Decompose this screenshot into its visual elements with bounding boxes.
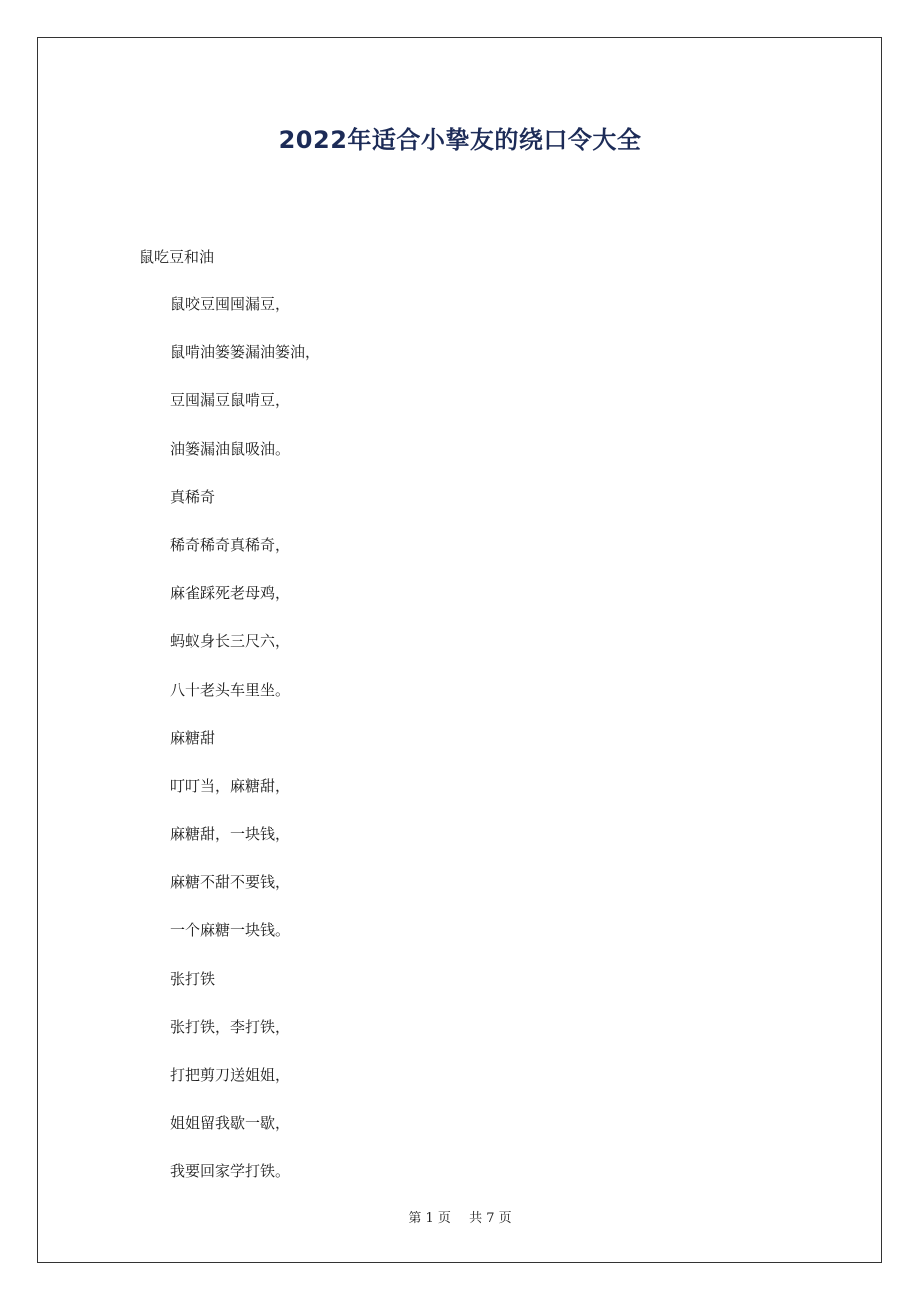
text-line: 姐姐留我歇一歇，	[170, 1114, 291, 1133]
text-line: 打把剪刀送姐姐，	[170, 1066, 291, 1084]
section-heading: 真稀奇	[170, 487, 216, 506]
section-heading: 鼠吃豆和油	[139, 248, 215, 266]
page-frame	[37, 37, 882, 1263]
text-line: 豆囤漏豆鼠啃豆，	[170, 391, 291, 410]
text-line: 八十老头车里坐。	[170, 680, 291, 699]
text-line: 鼠咬豆囤囤漏豆，	[170, 295, 291, 313]
page-total: 共 7 页	[469, 1211, 512, 1226]
text-line: 蚂蚁身长三尺六，	[170, 632, 291, 651]
text-line: 我要回家学打铁。	[170, 1162, 291, 1181]
text-line: 稀奇稀奇真稀奇，	[170, 535, 291, 554]
text-line: 麻雀踩死老母鸡，	[170, 584, 291, 603]
page-number: 第 1 页	[408, 1211, 451, 1226]
text-line: 油篓漏油鼠吸油。	[170, 439, 291, 458]
tongue-twister-list	[170, 294, 320, 1210]
text-line: 叮叮当，麻糖甜，	[170, 776, 291, 795]
text-line: 鼠啃油篓篓漏油篓油，	[170, 343, 321, 362]
text-line: 麻糖甜，一块钱，	[170, 825, 291, 844]
section-heading: 麻糖甜	[170, 728, 216, 747]
text-line: 麻糖不甜不要钱，	[170, 873, 291, 892]
page-footer	[0, 1207, 920, 1226]
text-line: 一个麻糖一块钱。	[170, 921, 291, 940]
text-line: 张打铁，李打铁，	[170, 1017, 291, 1036]
section-heading: 张打铁	[170, 969, 216, 988]
document-title: 2022年适合小挚友的绕口令大全	[278, 126, 642, 154]
